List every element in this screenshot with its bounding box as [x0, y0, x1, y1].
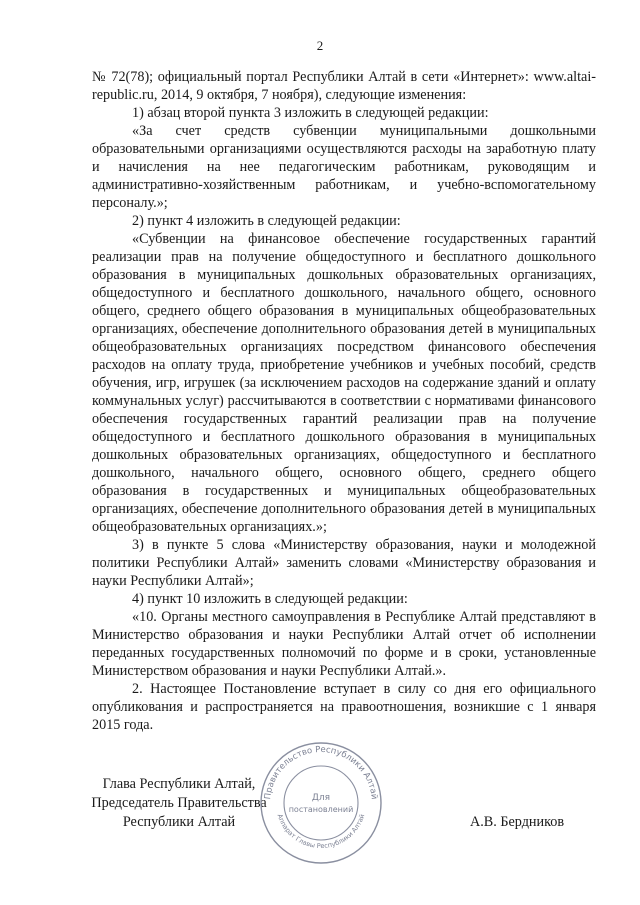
paragraph-quote-1: «За счет средств субвенции муниципальными дошкольными образовательными организациями осуществляются расходы на заработную плату и начисления на нее педагогическим работникам, руководящим и административно-хозяйственным работникам, и учебно-вспомогательному персоналу.»; — [92, 123, 596, 211]
paragraph-item-2: 2) пункт 4 изложить в следующей редакции: — [132, 213, 401, 229]
paragraph-item-1: 1) абзац второй пункта 3 изложить в следующей редакции: — [132, 105, 489, 121]
signatory-name: А.В. Бердников — [470, 814, 565, 830]
svg-text:Правительство Республики Алтай — [263, 745, 379, 800]
signatory-title-line2: Председатель Правительства — [91, 795, 267, 811]
official-seal-stamp — [256, 738, 386, 868]
paragraph-effective-date: 2. Настоящее Постановление вступает в силу со дня его официального опубликования и распространяется на правоотношения, возникшие с 1 января 2015 года. — [92, 681, 596, 733]
stamp-outer-text: Правительство Республики Алтай — [263, 744, 379, 800]
paragraph-quote-2: «Субвенции на финансовое обеспечение государственных гарантий реализации прав на получение общедоступного и бесплатного дошкольного образования в муниципальных дошкольных образовательных организациях, общедоступного и бесплатного дошкольного, начального общего, основного общего, среднего общего образования в муниципальных общеобразовательных организациях, обеспечение дополнительного образования детей в муниципальных общеобразовательных организациях посредством финансового обеспечения расходов на оплату труда, приобретение учебников и учебных пособий, средств обучения, игр, игрушек (за исключением расходов на содержание зданий и оплату коммунальных услуг) рассчитываются в соответствии с нормативами финансового обеспечения государственных гарантий реализации прав на получение общедоступного и бесплатного дошкольного образования в муниципальных дошкольных образовательных организациях, общедоступного и бесплатного дошкольного, начального общего, основного общего, среднего общего образования в государственных и муниципальных общеобразовательных организациях, обеспечение дополнительного образования детей в муниципальных общеобразовательных организациях.»; — [92, 231, 596, 535]
stamp-center-line2: постановлений — [288, 805, 354, 814]
document-body — [92, 68, 596, 734]
signatory-title-line3: Республики Алтай — [122, 814, 236, 830]
stamp-center-line1: Для — [311, 793, 331, 803]
stamp-bottom-text: Аппарат Главы Республики Алтай — [275, 813, 367, 851]
page-number: 2 — [316, 38, 324, 53]
paragraph-intro: № 72(78); официальный портал Республики Алтай в сети «Интернет»: www.altai-republic.ru, 2014, 9 октября, 7 ноября), следующие изменения: — [92, 69, 596, 103]
svg-text:Аппарат Главы Республики Алтай — [276, 813, 367, 850]
signatory-title-line1: Глава Республики Алтай, — [102, 776, 256, 792]
paragraph-quote-3: «10. Органы местного самоуправления в Республике Алтай представляют в Министерство образования и науки Республики Алтай отчет об исполнении переданных государственных полномочий по форме и в сроки, установленные Министерством образования и науки Республики Алтай.». — [92, 609, 596, 679]
paragraph-item-3: 3) в пункте 5 слова «Министерству образования, науки и молодежной политики Республики Алтай» заменить словами «Министерству образования и науки Республики Алтай»; — [92, 537, 596, 589]
paragraph-item-4: 4) пункт 10 изложить в следующей редакции: — [132, 591, 408, 607]
